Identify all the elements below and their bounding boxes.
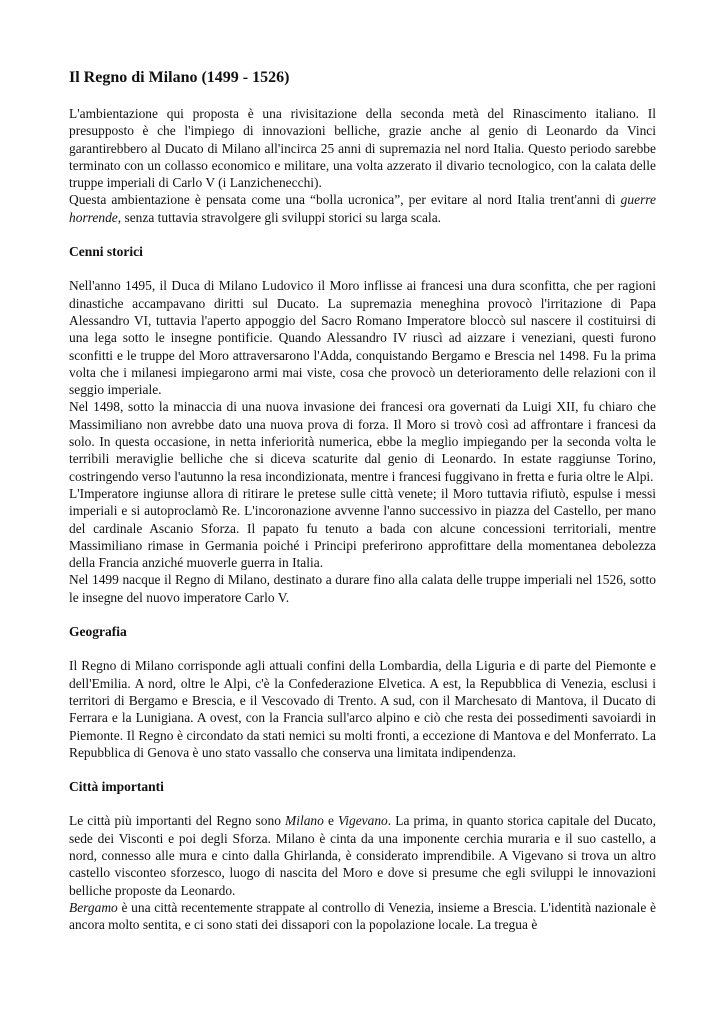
- document-page: [69, 68, 656, 933]
- cenni-storici-section: [69, 277, 656, 606]
- intro-section: [69, 105, 656, 226]
- citta-p1-text-b: e: [323, 813, 339, 829]
- cenni-paragraph-2: Nel 1498, sotto la minaccia di una nuova invasione dei francesi ora governati da Luigi XII, fu chiaro che Massimiliano non avrebbe dato una nuova prova di forza. Il Moro si trovò così ad affrontare i francesi da solo. In questa occasione, in netta inferiorità numerica, ebbe la meglio impiegando per la seconda volta le terribili meraviglie belliche che si diceva scaturite dal genio di Leonardo. In estate raggiunse Torino, costringendo verso l'autunno la resa incondizionata, mentre i francesi fuggivano in fretta e furia oltre le Alpi.: [69, 399, 656, 484]
- citta-importanti-heading: Città importanti: [69, 779, 164, 795]
- cenni-storici-heading: Cenni storici: [69, 244, 143, 260]
- geografia-heading: Geografia: [69, 624, 127, 640]
- citta-p1-italic-milano: Milano: [285, 813, 324, 829]
- citta-importanti-section: [69, 812, 656, 933]
- cenni-paragraph-3: L'Imperatore ingiunse allora di ritirare le pretese sulle città venete; il Moro tuttavia rifiutò, espulse i messi imperiali e si autoproclamò Re. L'incoronazione avvenne l'anno successivo in piazza del Castello, per mano del cardinale Ascanio Sforza. Il papato fu tenuto a bada con alcune concessioni territoriali, mentre Massimiliano rimase in Germania poiché i Principi preferirono approfittare della momentanea debolezza della Francia anziché muoverle guerra in Italia.: [69, 485, 656, 571]
- geografia-paragraph-1: Il Regno di Milano corrisponde agli attuali confini della Lombardia, della Liguria e di parte del Piemonte e dell'Emilia. A nord, oltre le Alpi, c'è la Confederazione Elvetica. A est, la Repubblica di Venezia, esclusi i territori di Bergamo e Brescia, e il Vescovado di Trento. A sud, con il Marchesato di Mantova, il Ducato di Ferrara e la Lunigiana. A ovest, con la Francia sull'arco alpino e ciò che resta dei possedimenti savoiardi in Piemonte. Il Regno è circondato da stati nemici su molti fronti, a eccezione di Mantova e del Monferrato. La Repubblica di Genova è uno stato vassallo che conserva una limitata indipendenza.: [69, 658, 656, 760]
- intro-paragraph-2: [69, 191, 656, 226]
- citta-p2-text-a: è una città recentemente strappate al controllo di Venezia, insieme a Brescia. L'identità nazionale è ancora molto sentita, e ci sono stati dei dissapori con la popolazione locale. La tregua è: [69, 899, 656, 933]
- cenni-paragraph-4: Nel 1499 nacque il Regno di Milano, destinato a durare fino alla calata delle truppe imperiali nel 1526, sotto le insegne del nuovo imperatore Carlo V.: [69, 572, 656, 605]
- citta-paragraph-2: [69, 899, 656, 934]
- citta-p2-italic-bergamo: Bergamo: [69, 899, 118, 915]
- page-title: Il Regno di Milano (1499 - 1526): [69, 69, 290, 86]
- intro-p2-text-b: , senza tuttavia stravolgere gli sviluppi storici su larga scala.: [117, 209, 442, 225]
- intro-paragraph-1: L'ambientazione qui proposta è una rivisitazione della seconda metà del Rinascimento italiano. Il presupposto è che l'impiego di innovazioni belliche, grazie anche al genio di Leonardo da Vinci garantirebbero al Ducato di Milano all'incirca 25 anni di supremazia nel nord Italia. Questo periodo sarebbe terminato con un collasso economico e militare, una volta azzerato il divario tecnologico, con la calata delle truppe imperiali di Carlo V (i Lanzichenecchi).: [69, 106, 656, 191]
- intro-p2-text-a: Questa ambientazione è pensata come una “bolla ucronica”, per evitare al nord Italia trent'anni di: [69, 192, 621, 208]
- geografia-section: [69, 657, 656, 761]
- citta-paragraph-1: [69, 812, 656, 898]
- intro-p2-italic: guerre horrende: [69, 192, 656, 225]
- cenni-paragraph-1: Nell'anno 1495, il Duca di Milano Ludovico il Moro inflisse ai francesi una dura sconfitta, che per ragioni dinastiche accampavano diritti sul Ducato. La supremazia meneghina provocò l'irritazione di Papa Alessandro VI, tuttavia l'aperto appoggio del Sacro Romano Imperatore bloccò sul nascere il costituirsi di una lega sotto le insegne pontificie. Quando Alessandro IV riuscì ad aizzare i veneziani, questi furono sconfitti e le truppe del Moro attraversarono l'Adda, conquistando Bergamo e Brescia nel 1498. Fu la prima volta che i milanesi impiegarono armi mai viste, cosa che provocò un deterioramento delle relazioni con il seggio imperiale.: [69, 278, 656, 398]
- citta-p1-text-a: Le città più importanti del Regno sono: [69, 813, 286, 829]
- citta-p1-italic-vigevano: Vigevano: [338, 813, 388, 829]
- citta-p1-text-c: . La prima, in quanto storica capitale del Ducato, sede dei Visconti e poi degli Sforza. Milano è cinta da una imponente cerchia muraria e il suo castello, a nord, connesso alle mura e cinto dalla Ghirlanda, è considerato imprendibile. A Vigevano si trova un altro castello visconteo sforzesco, luogo di nascita del Moro e dove si presume che egli sviluppi le innovazioni belliche proposte da Leonardo.: [69, 813, 656, 898]
